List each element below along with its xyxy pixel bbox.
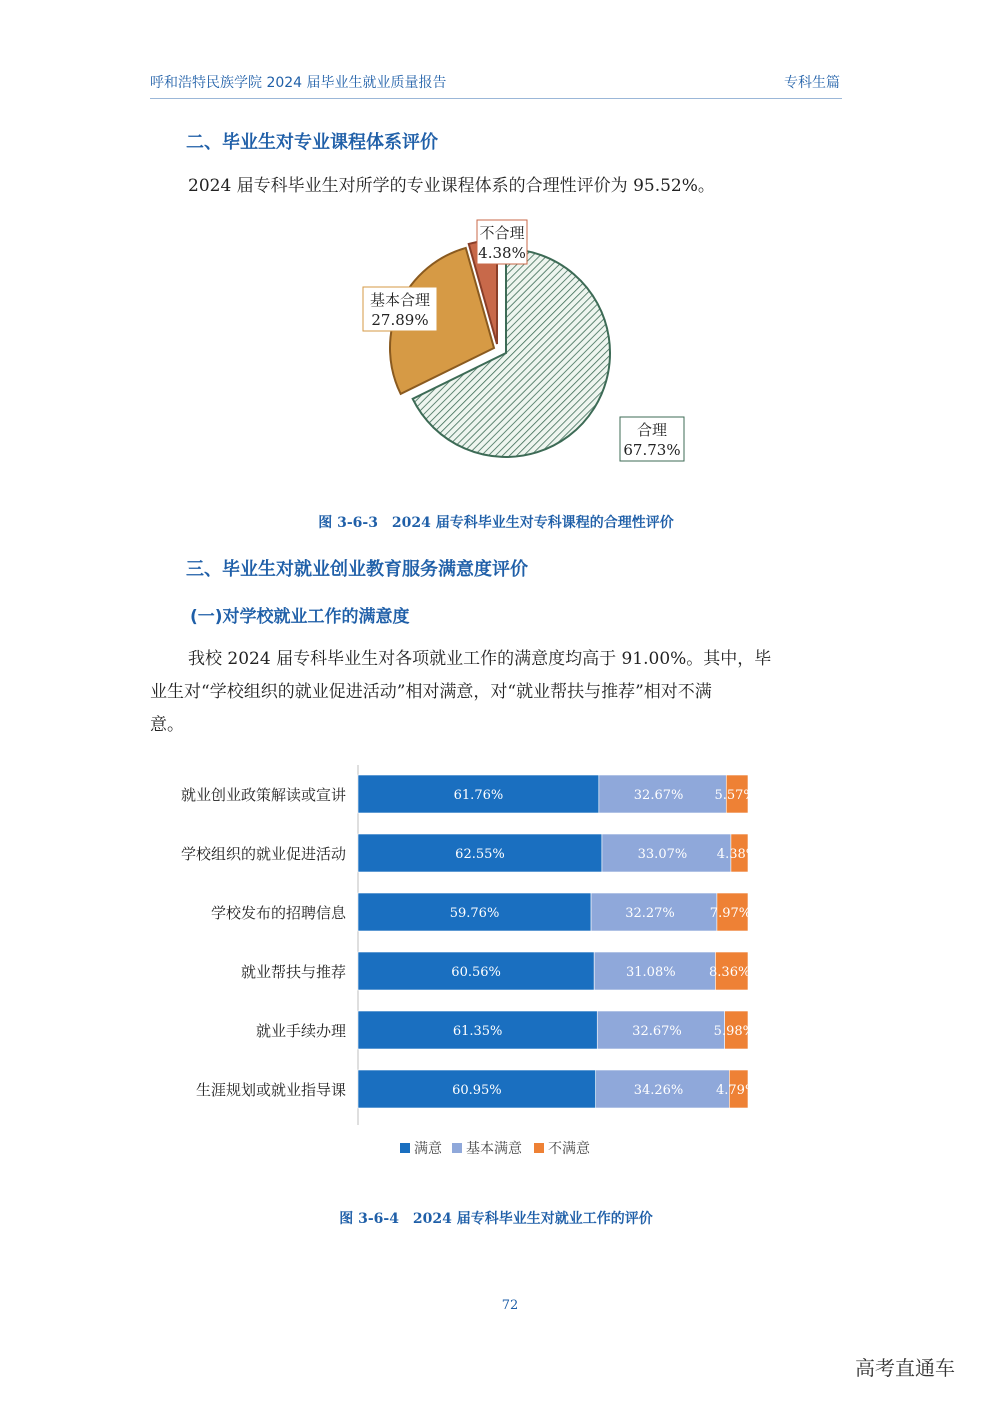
category-label: 生涯规划或就业指导课 [195, 1081, 346, 1099]
section3-paragraph-line2: 业生对“学校组织的就业促进活动”相对满意，对“就业帮扶与推荐”相对不满 [150, 682, 712, 702]
legend-swatch [452, 1143, 462, 1153]
bar-caption: 图 3-6-4 2024 届专科毕业生对就业工作的评价 [339, 1211, 653, 1227]
category-label: 就业帮扶与推荐 [240, 963, 346, 981]
bar-data-label: 32.67% [633, 788, 684, 803]
pie-caption: 图 3-6-3 2024 届专科毕业生对专科课程的合理性评价 [318, 515, 674, 531]
page-number: 72 [501, 1298, 519, 1313]
section2-heading: 二、毕业生对专业课程体系评价 [186, 132, 438, 153]
header-divider [150, 98, 842, 99]
bar-data-label: 59.76% [449, 906, 500, 921]
bar-data-label: 60.56% [451, 965, 501, 980]
bar-data-label: 31.08% [626, 965, 676, 980]
bar-data-label: 61.35% [452, 1024, 503, 1039]
pie-slice-label: 不合理 [479, 224, 525, 242]
bar-data-label: 7.97% [709, 906, 752, 921]
section3-heading: 三、毕业生对就业创业教育服务满意度评价 [186, 559, 528, 580]
legend-swatch [534, 1143, 544, 1153]
bar-data-label: 61.76% [453, 788, 504, 803]
watermark: 高考直通车 [855, 1356, 955, 1380]
bar-data-label: 8.36% [709, 965, 751, 980]
stacked-bar-chart [150, 765, 850, 1175]
bar-data-label: 5.98% [713, 1024, 755, 1039]
legend-label: 不满意 [548, 1141, 590, 1157]
category-label: 学校组织的就业促进活动 [180, 845, 346, 863]
pie-slice-value: 4.38% [478, 244, 526, 262]
bar-data-label: 62.55% [455, 847, 505, 862]
legend-label: 满意 [414, 1141, 442, 1157]
bar-data-label: 32.67% [632, 1024, 682, 1039]
legend-swatch [400, 1143, 410, 1153]
header-section-name: 专科生篇 [784, 75, 840, 91]
section2-paragraph: 2024 届专科毕业生对所学的专业课程体系的合理性评价为 95.52%。 [188, 176, 715, 196]
pie-slice-label: 合理 [636, 421, 668, 439]
bar-data-label: 32.27% [625, 906, 675, 921]
category-label: 学校发布的招聘信息 [210, 904, 346, 922]
bar-data-label: 4.79% [716, 1083, 758, 1098]
bar-data-label: 33.07% [637, 847, 688, 862]
bar-data-label: 5.57% [714, 788, 756, 803]
pie-chart [300, 205, 700, 470]
pie-slice-label: 基本合理 [369, 291, 431, 309]
legend-label: 基本满意 [466, 1141, 522, 1157]
pie-slice-value: 27.89% [371, 311, 429, 329]
category-label: 就业手续办理 [255, 1022, 346, 1040]
bar-data-label: 4.38% [716, 847, 759, 862]
section3-paragraph-line1: 我校 2024 届专科毕业生对各项就业工作的满意度均高于 91.00%。其中，毕 [188, 649, 772, 669]
bar-data-label: 60.95% [452, 1083, 502, 1098]
pie-slice-value: 67.73% [623, 441, 681, 459]
section3-subheading: (一)对学校就业工作的满意度 [190, 607, 410, 627]
header-report-title: 呼和浩特民族学院 2024 届毕业生就业质量报告 [150, 75, 447, 91]
bar-data-label: 34.26% [633, 1083, 684, 1098]
category-label: 就业创业政策解读或宣讲 [180, 786, 346, 804]
section3-paragraph-line3: 意。 [150, 715, 184, 735]
